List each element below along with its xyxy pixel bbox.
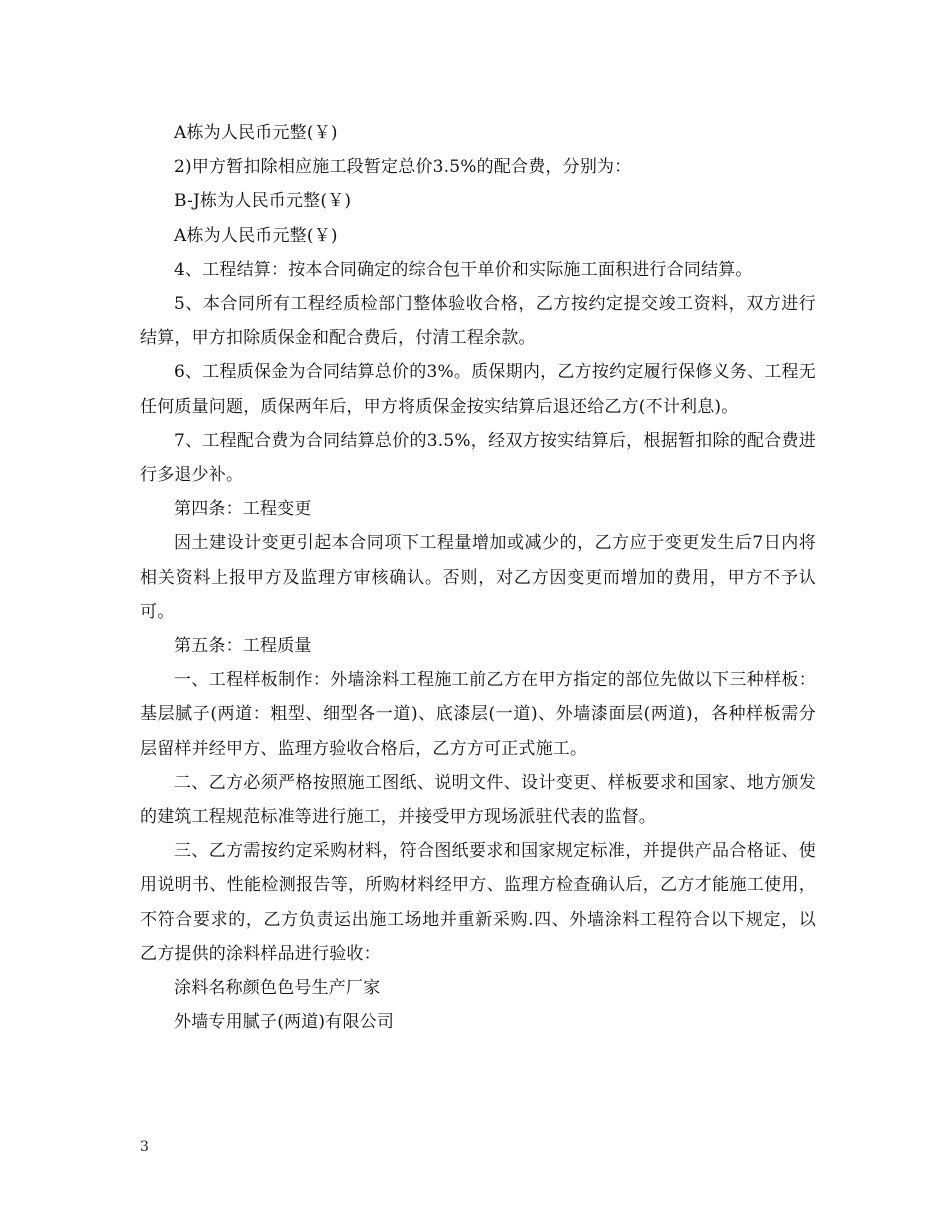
paragraph-16: 外墙专用腻子(两道)有限公司 [174,1012,395,1033]
section-heading-5: 第五条：工程质量 [174,636,312,657]
paragraph-2: 2)甲方暂扣除相应施工段暂定总价3.5%的配合费，分别为： [174,157,632,178]
paragraph-15: 涂料名称颜色色号生产厂家 [174,978,381,999]
paragraph-12: 一、工程样板制作：外墙涂料工程施工前乙方在甲方指定的部位先做以下三种样板：基层腻子(两道：粗型、细型各一道)、底漆层(一道)、外墙漆面层(两道)，各种样板需分层留样并经甲方、监理方验收合格后，乙方方可正式施工。 [140,670,816,759]
paragraph-8: 7、工程配合费为合同结算总价的3.5%，经双方按实结算后，根据暂扣除的配合费进行多退少补。 [140,430,816,486]
paragraph-10: 因土建设计变更引起本合同项下工程量增加或减少的，乙方应于变更发生后7日内将相关资料上报甲方及监理方审核确认。否则，对乙方因变更而增加的费用，甲方不予认可。 [140,533,816,622]
paragraph-13: 二、乙方必须严格按照施工图纸、说明文件、设计变更、样板要求和国家、地方颁发的建筑工程规范标准等进行施工，并接受甲方现场派驻代表的监督。 [140,772,816,828]
paragraph-6: 5、本合同所有工程经质检部门整体验收合格，乙方按约定提交竣工资料，双方进行结算，甲方扣除质保金和配合费后，付清工程余款。 [140,294,816,349]
paragraph-14: 三、乙方需按约定采购材料，符合图纸要求和国家规定标准，并提供产品合格证、使用说明书、性能检测报告等，所购材料经甲方、监理方检查确认后，乙方才能施工使用，不符合要求的，乙方负责运出施工场地并重新采购.四、外墙涂料工程符合以下规定，以乙方提供的涂料样品进行验收： [140,841,816,964]
paragraph-5: 4、工程结算：按本合同确定的综合包干单价和实际施工面积进行合同结算。 [174,259,753,280]
paragraph-7: 6、工程质保金为合同结算总价的3%。质保期内，乙方按约定履行保修义务、工程无任何质量问题，质保两年后，甲方将质保金按实结算后退还给乙方(不计利息)。 [140,362,816,417]
document-body [140,116,816,1039]
section-heading-4: 第四条：工程变更 [174,499,312,520]
paragraph-3: B-J栋为人民币元整(￥) [174,191,352,212]
paragraph-1: A栋为人民币元整(￥) [174,123,338,143]
paragraph-4: A栋为人民币元整(￥) [174,225,338,246]
page-number: 3 [140,1139,149,1155]
